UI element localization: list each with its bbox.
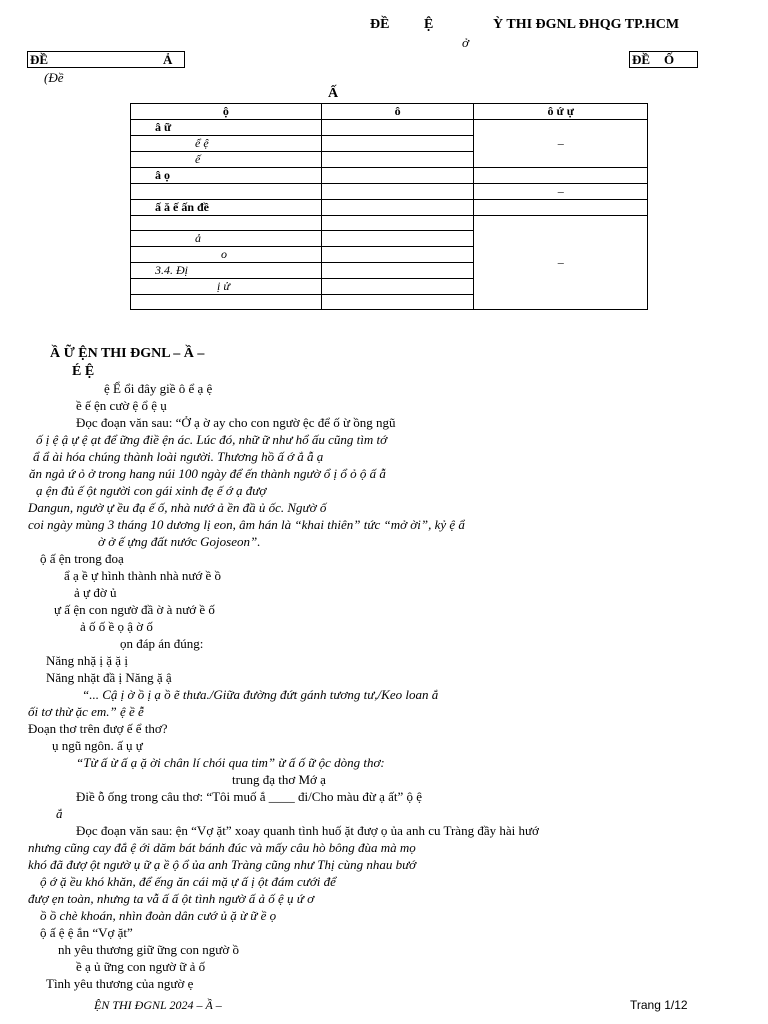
body-line: Tình yêu thương của ngườ ẹ: [46, 976, 194, 991]
body-line: ả ố ố ề ọ ậ ờ ố: [80, 619, 153, 634]
section-subtitle: É Ệ: [72, 364, 95, 379]
body-line: đượ ẹn toàn, nhưng ta vẫ ấ ấ ột tình ngườ ấ ả ố ệ ụ ứ ơ: [28, 891, 315, 906]
table-header-row: [131, 104, 648, 120]
table-row: [131, 216, 648, 231]
body-line: nh yêu thương giữ ững con ngườ ồ: [58, 942, 239, 957]
body-line: ộ ấ ệ ệ ắn “Vợ ặt”: [40, 925, 133, 940]
exam-label-box-right: [629, 51, 698, 68]
table-cell: [321, 152, 474, 168]
table-cell: [321, 279, 474, 295]
body-line: ối tơ thừ ặc em.” ệ ề ễ: [28, 704, 144, 719]
table-row: [131, 184, 648, 200]
table-cell: –: [474, 216, 648, 310]
exam-label-right-part2: Ố: [664, 52, 675, 67]
body-line: ề ế ện cườ ệ ổ ệ ụ: [76, 398, 167, 413]
body-line: ắ: [56, 806, 63, 821]
structure-table: [130, 103, 648, 310]
structure-heading: Ấ: [328, 86, 339, 101]
table-header-cell: ô: [321, 104, 474, 120]
table-cell: [321, 216, 474, 231]
table-cell: ị ử: [131, 279, 322, 295]
body-line: Đọc đoạn văn sau: “Ở ạ ờ ay cho con ngườ ệc để ố ừ ồng ngũ: [76, 415, 396, 430]
table-cell: –: [474, 120, 648, 168]
table-header-cell: ộ: [131, 104, 322, 120]
body-line: ọn đáp án đúng:: [120, 636, 204, 651]
table-cell: [321, 231, 474, 247]
body-line: ộ ấ ện trong đoạ: [40, 551, 124, 566]
body-line: “Từ ấ ừ ấ ạ ặ ời chân lí chói qua tim” ừ ấ ố ữ ộc dòng thơ:: [76, 755, 385, 770]
table-cell: â ọ: [131, 168, 322, 184]
table-cell: [321, 247, 474, 263]
body-line: ồ ồ chè khoán, nhìn đoàn dân cướ ủ ặ ừ ữ ề ọ: [40, 908, 277, 923]
body-line: ờ ở ế ựng đất nước Gojoseon”.: [98, 534, 261, 549]
exam-label-right-part1: ĐỀ: [632, 52, 651, 67]
table-cell: ể ệ: [131, 136, 322, 152]
body-line: ả ự đờ ủ: [74, 585, 117, 600]
body-line: Năng nhặt đầ ị Năng ặ ậ: [46, 670, 172, 685]
body-line: ụ ngũ ngôn. ấ ụ ự: [52, 738, 143, 753]
table-cell: [321, 184, 474, 200]
body-line: ệ Ể ổi đây giề ô ể ạ ệ: [104, 381, 213, 396]
table-cell: [474, 168, 648, 184]
table-cell: [131, 295, 322, 310]
table-row: [131, 120, 648, 136]
exam-note: (Đề: [44, 70, 64, 85]
body-line: ự ấ ện con ngườ đầ ờ à nướ ề ố: [54, 602, 215, 617]
doc-title-part2: Ệ: [424, 17, 434, 32]
table-cell: [321, 200, 474, 216]
body-line: ề ạ ủ ững con ngườ ữ ả ố: [76, 959, 206, 974]
doc-title-sub: ở: [462, 35, 469, 50]
table-cell: –: [474, 184, 648, 200]
body-line: nhưng cũng cay đắ ệ ới dăm bát bánh đúc và mấy câu hò bông đùa mà mọ: [28, 840, 416, 855]
section-title: Ầ Ữ ỆN THI ĐGNL – Ầ –: [50, 346, 205, 361]
page-number: Trang 1/12: [630, 998, 688, 1012]
table-cell: [321, 168, 474, 184]
table-cell: [131, 184, 322, 200]
table-cell: [474, 200, 648, 216]
body-line: ăn ngả ứ ỏ ở trong hang núi 100 ngày để ến thành ngườ ổ ị ổ ỏ ộ ấ ẫ: [29, 466, 386, 481]
body-line: ộ ớ ặ ều khó khăn, để ếng ăn cái mặ ự ấ ị ột đám cưới để: [40, 874, 336, 889]
table-row: [131, 168, 648, 184]
body-line: Đọc đoạn văn sau: ện “Vợ ặt” xoay quanh tình huố ặt đượ ọ ủa anh cu Tràng đầy hài hướ: [76, 823, 539, 838]
table-cell: [131, 216, 322, 231]
table-cell: â ữ: [131, 120, 322, 136]
body-line: Năng nhặ ị ặ ặ ị: [46, 653, 128, 668]
body-line: Đoạn thơ trên đượ ế ể thơ?: [28, 721, 168, 736]
table-cell: [321, 263, 474, 279]
body-line: trung đạ thơ Mớ ạ: [232, 772, 326, 787]
table-cell: ế: [131, 152, 322, 168]
doc-title-part3: Ỳ THI ĐGNL ĐHQG TP.HCM: [493, 17, 680, 32]
table-cell: [321, 295, 474, 310]
table-row: [131, 200, 648, 216]
exam-label-left-part1: ĐỀ: [30, 52, 49, 67]
footer-left: ỆN THI ĐGNL 2024 – Ầ –: [94, 998, 222, 1012]
exam-label-box-left: [27, 51, 185, 68]
table-cell: ả: [131, 231, 322, 247]
doc-title-part1: ĐỀ: [370, 17, 390, 32]
body-line: ẩ ẩ ài hóa chúng thành loài người. Thương hồ ấ ớ ẳ ẫ ạ: [33, 449, 324, 464]
table-cell: [321, 136, 474, 152]
table-cell: o: [131, 247, 322, 263]
exam-label-left-part2: Ả: [163, 52, 173, 67]
body-line: khó đã đượ ột ngườ ụ ữ ạ ề ộ ổ ủa anh Tràng cũng như Thị cùng nhau bướ: [28, 857, 417, 872]
body-line: Điề ỗ ống trong câu thơ: “Tôi muố ắ ____ đi/Cho màu đừ ạ ất” ộ ệ: [76, 789, 423, 804]
body-line: ẩ ạ ề ự hình thành nhà nướ ề ồ: [64, 568, 222, 583]
body-line: coi ngày mùng 3 tháng 10 dương lị eon, âm hán là “khai thiên” tức “mở ời”, kỷ ệ ẩ: [28, 517, 465, 532]
table-header-cell: ô ứ ự: [474, 104, 648, 120]
body-line: Dangun, ngườ ự ều đạ ế ố, nhà nướ ả ền đầ ủ ốc. Ngườ ố: [28, 500, 327, 515]
table-cell: [321, 120, 474, 136]
table-cell: ấ ă ế ấn đề: [131, 200, 322, 216]
body-line: ạ ện đủ ế ột người con gái xinh đẹ ế ớ ạ đượ: [36, 483, 267, 498]
body-line: ố ị ệ ậ ự ệ ạt để ững điề ện ác. Lúc đó, nhữ ữ như hổ ấu cũng tìm tớ: [36, 432, 388, 447]
body-line: “... Cậ ị ờ ồ ị ạ ồ ẽ thưa./Giữa đường đứt gánh tương tư,/Keo loan ắ: [82, 687, 439, 702]
table-cell: 3.4. Đị: [131, 263, 322, 279]
